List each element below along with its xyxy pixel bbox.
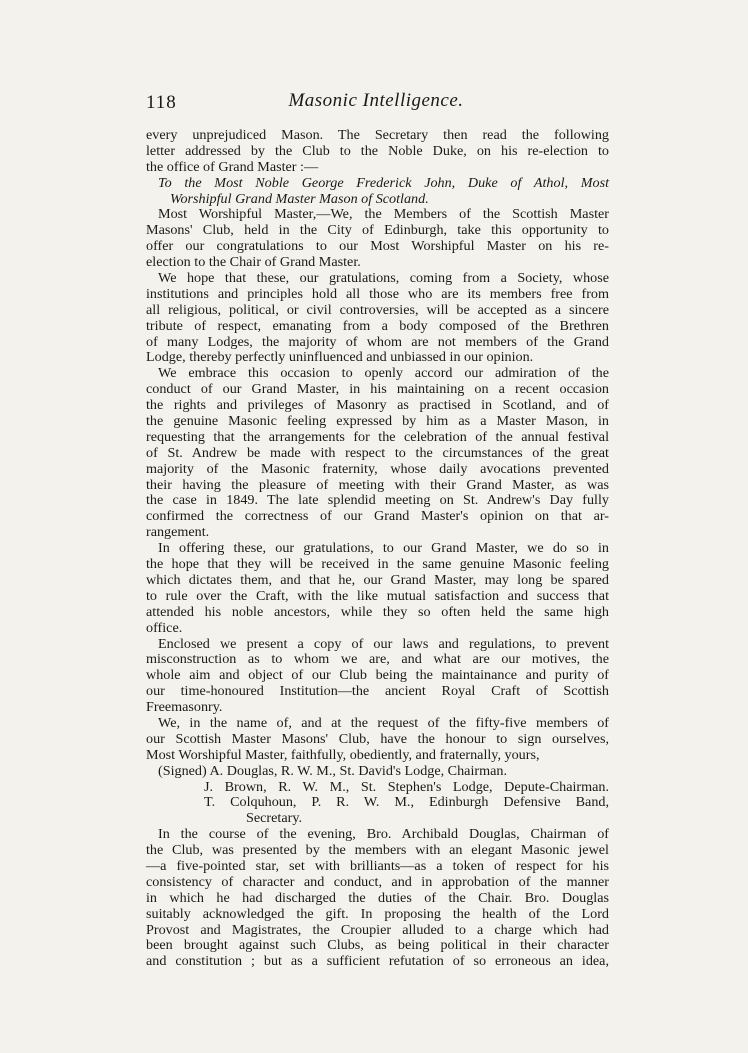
text-line: the rights and privileges of Masonry as practised in Scotland, and of bbox=[146, 397, 609, 414]
text-line: Lodge, thereby perfectly uninfluenced and unbiassed in our opinion. bbox=[146, 349, 534, 366]
body-text bbox=[146, 128, 609, 970]
text-line: offer our congratulations to our Most Worshipful Master on his re- bbox=[146, 238, 609, 255]
text-line: conduct of our Grand Master, in his maintaining on a recent occasion bbox=[146, 381, 609, 398]
text-line: attended his noble ancestors, while they so often held the same high bbox=[146, 603, 609, 620]
text-line: Provost and Magistrates, the Croupier alluded to a charge which had bbox=[146, 921, 609, 938]
text-line: our Scottish Master Masons' Club, have the honour to sign ourselves, bbox=[146, 730, 609, 747]
text-line: (Signed) A. Douglas, R. W. M., St. David's Lodge, Chairman. bbox=[158, 762, 507, 779]
text-line: Most Worshipful Master, faithfully, obediently, and fraternally, yours, bbox=[146, 746, 540, 763]
text-line: J. Brown, R. W. M., St. Stephen's Lodge, Depute-Chairman. bbox=[204, 778, 609, 795]
text-line: which dictates them, and that he, our Grand Master, may long be spared bbox=[146, 571, 609, 588]
text-line: letter addressed by the Club to the Noble Duke, on his re-election to bbox=[146, 142, 609, 159]
text-line: misconstruction as to whom we are, and what are our motives, the bbox=[146, 651, 609, 668]
text-line: their having the pleasure of meeting with their Grand Master, as was bbox=[146, 476, 609, 493]
text-line: consistency of character and conduct, and in approbation of the manner bbox=[146, 873, 609, 890]
text-line: of many Lodges, the majority of whom are not members of the Grand bbox=[146, 333, 609, 350]
text-line: the case in 1849. The late splendid meeting on St. Andrew's Day fully bbox=[146, 492, 609, 509]
text-line: We embrace this occasion to openly accord our admiration of the bbox=[158, 365, 609, 382]
text-line: confirmed the correctness of our Grand Master's opinion on that ar- bbox=[146, 508, 609, 525]
text-line: We hope that these, our gratulations, coming from a Society, whose bbox=[158, 270, 609, 287]
text-line: all religious, political, or civil controversies, will be accepted as a sincere bbox=[146, 301, 609, 318]
text-line: We, in the name of, and at the request of the fifty-five members of bbox=[158, 714, 609, 731]
text-line: T. Colquhoun, P. R. W. M., Edinburgh Defensive Band, bbox=[204, 794, 609, 811]
text-line: Freemasonry. bbox=[146, 699, 223, 716]
text-line: suitably acknowledged the gift. In proposing the health of the Lord bbox=[146, 905, 609, 922]
text-line: Most Worshipful Master,—We, the Members of the Scottish Master bbox=[158, 206, 609, 223]
text-line: the Club, was presented by the members with an elegant Masonic jewel bbox=[146, 842, 609, 859]
text-line: election to the Chair of Grand Master. bbox=[146, 254, 361, 271]
text-line: In the course of the evening, Bro. Archibald Douglas, Chairman of bbox=[158, 826, 609, 843]
text-line: of St. Andrew be made with respect to the circumstances of the great bbox=[146, 444, 609, 461]
text-line: every unprejudiced Mason. The Secretary then read the following bbox=[146, 127, 609, 143]
text-line: the genuine Masonic feeling expressed by him as a Master Mason, in bbox=[146, 413, 609, 430]
text-line: —a five-pointed star, set with brilliants—as a token of respect for his bbox=[146, 857, 609, 874]
text-line: and constitution ; but as a sufficient refutation of so erroneous an idea, bbox=[146, 953, 609, 970]
text-line: To the Most Noble George Frederick John, Duke of Athol, Most bbox=[158, 174, 609, 191]
text-line: tribute of respect, emanating from a body composed of the Brethren bbox=[146, 317, 609, 334]
text-line: been brought against such Clubs, as being political in their character bbox=[146, 937, 609, 954]
text-line: the office of Grand Master :— bbox=[146, 158, 319, 175]
text-line: majority of the Masonic fraternity, whose daily avocations prevented bbox=[146, 460, 609, 477]
text-line: Masons' Club, held in the City of Edinburgh, take this opportunity to bbox=[146, 222, 609, 239]
text-line: the hope that they will be received in the same genuine Masonic feeling bbox=[146, 556, 609, 573]
text-line: requesting that the arrangements for the celebration of the annual festival bbox=[146, 428, 609, 445]
text-line: in which he had discharged the duties of the Chair. Bro. Douglas bbox=[146, 889, 609, 906]
text-line: to rule over the Craft, with the like mutual satisfaction and success that bbox=[146, 587, 609, 604]
running-title: Masonic Intelligence. bbox=[288, 90, 464, 111]
text-line: rangement. bbox=[146, 524, 210, 541]
page-number: 118 bbox=[146, 92, 177, 113]
text-line: In offering these, our gratulations, to our Grand Master, we do so in bbox=[158, 540, 609, 557]
text-line: office. bbox=[146, 619, 183, 636]
text-line: our time-honoured Institution—the ancient Royal Craft of Scottish bbox=[146, 683, 609, 700]
text-line: Secretary. bbox=[246, 810, 303, 827]
text-line: whole aim and object of our Club being the maintainance and purity of bbox=[146, 667, 609, 684]
text-line: institutions and principles hold all those who are its members free from bbox=[146, 285, 609, 302]
running-head bbox=[146, 88, 606, 118]
text-line: Worshipful Grand Master Mason of Scotland. bbox=[170, 190, 429, 207]
text-line: Enclosed we present a copy of our laws and regulations, to prevent bbox=[158, 635, 609, 652]
